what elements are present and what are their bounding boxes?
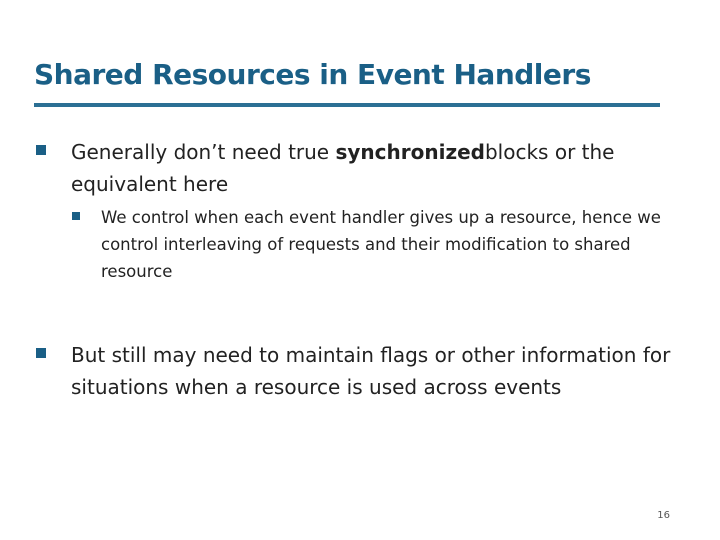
square-bullet-icon (36, 145, 46, 155)
bullet-text-post: blocks or the equivalent here (71, 140, 615, 196)
bullet-item-1 (36, 136, 676, 200)
bullet-item-2 (36, 339, 676, 403)
slide-title: Shared Resources in Event Handlers (34, 58, 591, 91)
sub-bullet-text: We control when each event handler gives up a resource, hence we control interleaving of requests and their modification to shared resource (101, 208, 661, 281)
bullet-text (71, 136, 676, 200)
page-number: 16 (657, 510, 670, 521)
square-bullet-icon (72, 212, 80, 220)
bullet-text-bold: synchronized (335, 140, 485, 164)
bullet-text: But still may need to maintain flags or other information for situations when a resource is used across events (71, 343, 671, 399)
sub-bullet-item-1 (72, 204, 682, 285)
square-bullet-icon (36, 348, 46, 358)
bullet-text-pre: Generally don’t need true (71, 140, 336, 164)
title-underline (34, 103, 660, 107)
